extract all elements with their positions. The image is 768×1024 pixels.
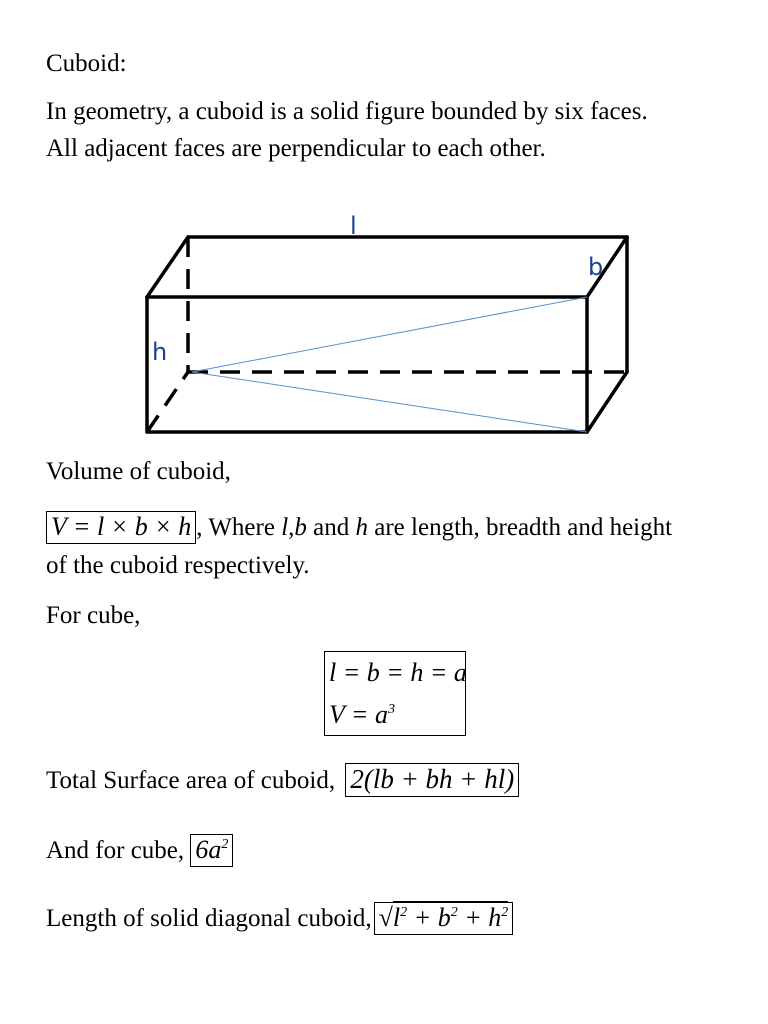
cuboid-diagram — [0, 210, 768, 470]
volume-line-2: of the cuboid respectively. — [46, 552, 310, 579]
radical-sign: √ — [378, 903, 393, 932]
top-left-edge — [147, 237, 188, 297]
volume-line — [46, 511, 672, 544]
label-height: h — [152, 338, 168, 366]
surface-line — [46, 763, 519, 797]
volume-var-lb: l,b — [281, 514, 307, 541]
cube-eq1: l = b = h = a — [329, 658, 467, 687]
intro-line-1: In geometry, a cuboid is a solid figure bounded by six faces. — [46, 98, 648, 125]
intro-line-2: All adjacent faces are perpendicular to each other. — [46, 135, 546, 162]
surface-formula: 2(lb + bh + hl) — [345, 763, 519, 797]
bottom-right-edge — [587, 372, 627, 432]
volume-var-h: h — [355, 514, 369, 541]
label-breadth: b — [588, 253, 604, 281]
volume-text-b: and — [306, 514, 356, 541]
heading-cuboid: Cuboid: — [46, 50, 127, 77]
cube-surface-formula: $6a^2$ — [190, 834, 233, 867]
cube-formula-box — [324, 651, 466, 736]
face-diagonal — [192, 297, 587, 372]
volume-heading: Volume of cuboid, — [46, 458, 231, 485]
cube-surface-label: And for cube, — [46, 837, 185, 864]
diagonal-line — [46, 902, 513, 935]
diagonal-radicand: $l^2 + b^2 + h^2$ — [392, 903, 509, 932]
volume-text-c: are length, breadth and height — [368, 514, 673, 541]
cube-eq2: $V = a^3$ — [329, 700, 395, 729]
diagonal-formula — [374, 902, 514, 935]
volume-formula: V = l × b × h — [46, 511, 196, 544]
solid-diagonal — [192, 372, 587, 432]
volume-text-a: , Where — [196, 514, 282, 541]
diagonal-label: Length of solid diagonal cuboid, — [46, 905, 372, 932]
cube-heading: For cube, — [46, 602, 141, 629]
label-length: l — [350, 212, 357, 240]
surface-label: Total Surface area of cuboid, — [46, 767, 336, 794]
hidden-bottom-left-edge — [147, 372, 188, 432]
cube-surface-line — [46, 834, 233, 867]
